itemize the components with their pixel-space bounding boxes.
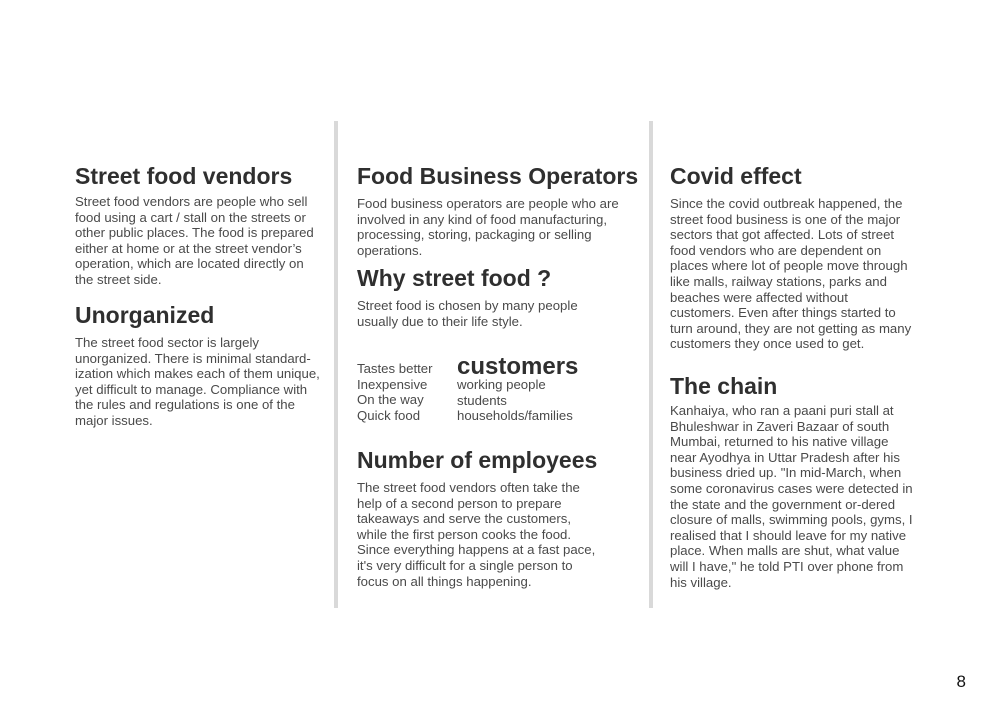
text-food-business-operators: Food business operators are people who are involved in any kind of food manufacturing, processing, storing, packaging or selling operations. <box>357 196 619 258</box>
text-unorganized: The street food sector is largely unorganized. There is minimal standard-ization which makes each of them unique, yet difficult to manage. Compliance with the rules and regulations is one of the major issues. <box>75 335 320 428</box>
text-the-chain: Kanhaiya, who ran a paani puri stall at Bhuleshwar in Zaveri Bazaar of south Mumbai, returned to his native village near Ayodhya in Uttar Pradesh after his business dried up. "In mid-March, when some coronavirus cases were detected in the state and the government or-dered closure of malls, swimming pools, gyms, I realised that I should leave for my native place. When malls are shut, what value will I have," he told PTI over phone from his village. <box>670 403 913 590</box>
text-why-street-food: Street food is chosen by many people usually due to their life style. <box>357 298 578 329</box>
heading-the-chain: The chain <box>670 373 778 399</box>
reason-item: Quick food <box>357 407 421 423</box>
customer-item: households/families <box>457 408 573 424</box>
text-covid-effect: Since the covid outbreak happened, the street food business is one of the major sectors that got affected. Lots of street food vendors who are dependent on places where lot of people move through like malls, railway stations, parks and beaches were affected without customers. Even after things started to turn around, they are not getting as many customers they once used to get. <box>670 196 912 352</box>
text-number-of-employees: The street food vendors often take the help of a second person to prepare takeaways and serve the customers, while the first person cooks the food. Since everything happens at a fast pace, it's very difficult for a single person to focus on all things happening. <box>357 480 596 589</box>
reason-item: Tastes better <box>357 361 433 376</box>
customer-item: students <box>457 392 507 408</box>
heading-number-of-employees: Number of employees <box>357 447 598 473</box>
text-street-food-vendors: Street food vendors are people who sell food using a cart / stall on the streets or other public places. The food is prepared either at home or at the street vendor’s operation, which are located directly on the street side. <box>75 194 314 287</box>
column-divider-right <box>649 121 653 608</box>
heading-street-food-vendors: Street food vendors <box>75 163 293 189</box>
heading-unorganized: Unorganized <box>75 302 215 328</box>
customers-list <box>457 377 573 424</box>
reasons-list <box>357 361 433 423</box>
heading-why-street-food: Why street food ? <box>357 265 552 291</box>
customer-item: working people <box>457 377 546 392</box>
heading-covid-effect: Covid effect <box>670 163 802 189</box>
column-divider-left <box>334 121 338 608</box>
reason-item: Inexpensive <box>357 376 428 392</box>
customers-title: customers <box>457 353 579 380</box>
reason-item: On the way <box>357 392 424 408</box>
heading-food-business-operators: Food Business Operators <box>357 163 639 189</box>
page-number: 8 <box>956 672 966 691</box>
